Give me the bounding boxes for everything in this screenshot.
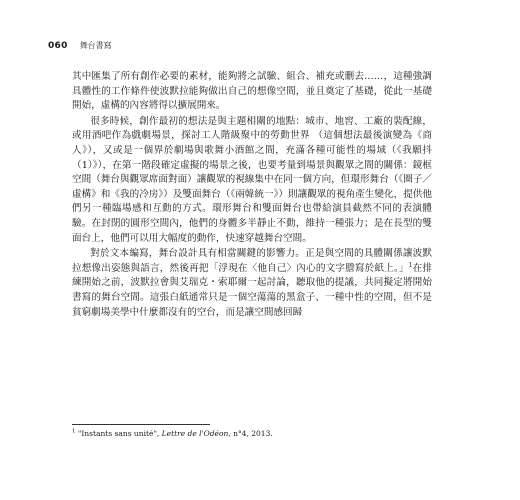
running-header (48, 40, 112, 51)
paragraph-3-text-before: 對於文本編寫，舞台設計具有相當關鍵的影響力。正是與空間的具體關係讓波默拉想像出姿態與語言，然後再把「浮現在〈他自己〉內心的文字謄寫於紙上。」 (72, 248, 432, 274)
footnote-quote: "Instants sans unité", (77, 429, 160, 438)
footnote-reference[interactable]: 1 (408, 261, 413, 269)
page-number: 060 (48, 41, 68, 51)
paragraph-1: 其中匯集了所有創作必要的素材，能夠將之試驗、組合、補充或刪去……，這種強調具體性的工作條件使波默拉能夠做出自己的想像空間，並且奠定了基礎，從此一基礎開始，虛構的內容將得以擴展開來。 (72, 71, 432, 112)
running-title: 舞台書寫 (79, 41, 112, 50)
body-text (72, 70, 432, 321)
paragraph-3-text-after: 在排練開始之前，波默拉會與艾瑞克・索耶爾一起討論，聽取他的提議，共同擬定將開始書寫的舞台空間。這張白紙通常只是一個空蕩蕩的黑盒子、一種中性的空間，但不是貧窮劇場美學中什麼都沒有的空台，而是讓空間感回歸 (72, 262, 432, 318)
paragraph-2: 很多時候，創作最初的想法是與主題相關的地點：城市、地窖、工廠的裝配線，或用酒吧作為戲劇場景，探討工人階級聚中的勞動世界 （這個想法最後演變為《商人》），又或是一個界於劇場與歌舞小酒館之間，充滿各種可能性的場域（《我願抖（1）》），在第一階段確定虛擬的場景之後，也要考量到場景與觀眾之間的關係：鏡框空間（舞台與觀眾席面對面）讓觀眾的視線集中在同一個方向，但環形舞台（《圈子／虛構》和《我的冷房》）及雙面舞台（《兩韓統一》）則讓觀眾的視角產生變化，提供他們另一種臨場感和互動的方式。環形舞台和雙面舞台也帶給演員截然不同的表演體驗。在封閉的圓形空間內，他們的身體多半靜止不動，維持一種張力；是在長型的雙面台上，他們可以用大幅度的動作，快速穿越舞台空間。 (72, 115, 432, 244)
footnote-journal: Lettre de l'Odéon (161, 429, 229, 438)
footnote (72, 429, 432, 439)
paragraph-3 (72, 247, 432, 320)
footnote-divider (72, 424, 210, 425)
footnote-number: 1 (72, 428, 76, 435)
footnote-issue: , n°4, 2013. (228, 429, 273, 438)
